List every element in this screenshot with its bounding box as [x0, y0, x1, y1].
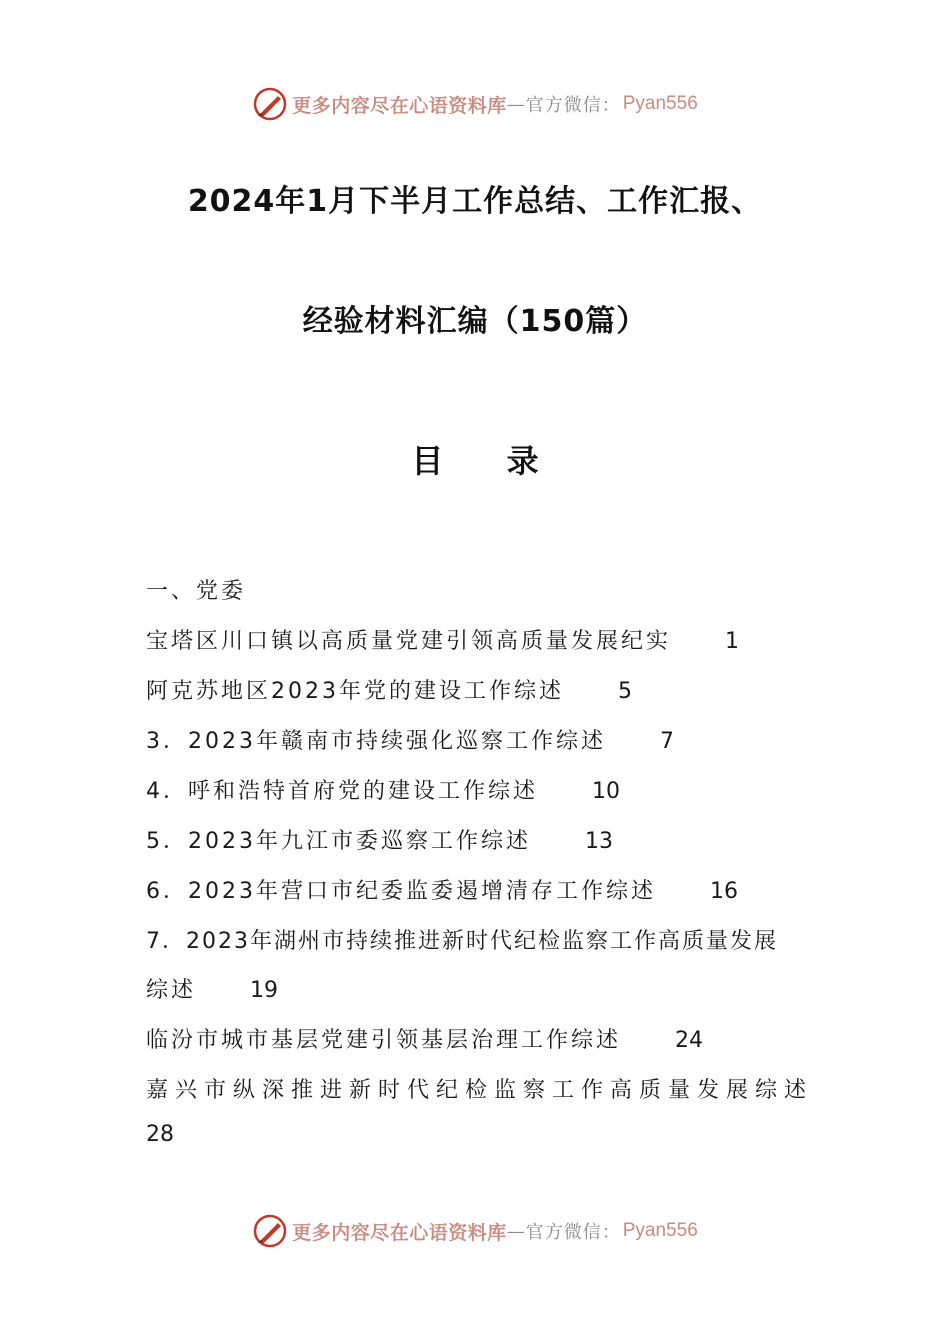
toc-entry-text: 嘉兴市纵深推进新时代纪检监察工作高质量发展综述 [146, 1078, 814, 1103]
toc-entry[interactable] [146, 824, 613, 855]
toc-entry-page: 28 [146, 1122, 174, 1147]
toc-entry-text: 3．2023年赣南市持续强化巡察工作综述 [146, 729, 606, 754]
toc-entry[interactable] [146, 1073, 813, 1104]
watermark-main-text: 更多内容尽在心语资料库 [292, 94, 507, 117]
watermark-main-text: 更多内容尽在心语资料库 [292, 1221, 507, 1244]
toc-entry-text: 宝塔区川口镇以高质量党建引领高质量发展纪实 [146, 629, 672, 654]
watermark-id: Pyan556 [622, 1220, 698, 1241]
document-title-line-2: 经验材料汇编（150篇） [302, 304, 648, 339]
toc-entry-continued[interactable] [146, 973, 278, 1004]
toc-entry-page: 7 [660, 729, 674, 754]
toc-entry-page: 1 [725, 629, 740, 654]
toc-entry-text: 4．呼和浩特首府党的建设工作综述 [146, 779, 538, 804]
toc-entry-page: 13 [585, 829, 613, 854]
toc-entry-page: 19 [250, 978, 279, 1003]
watermark-id: Pyan556 [622, 93, 698, 114]
toc-entry[interactable] [146, 774, 620, 805]
toc-entry[interactable] [146, 724, 674, 755]
pen-logo-icon [252, 86, 288, 122]
toc-entry-text: 5．2023年九江市委巡察工作综述 [146, 829, 531, 854]
toc-entry[interactable] [146, 674, 632, 705]
toc-entry-page: 5 [618, 679, 632, 704]
toc-entry-text: 综述 [146, 978, 197, 1003]
toc-entry-continued[interactable] [146, 1122, 174, 1147]
toc-section-heading: 一、党委 [146, 579, 247, 604]
watermark-footer [0, 1213, 950, 1249]
toc-entry[interactable] [146, 1023, 703, 1054]
toc-heading: 目 录 [411, 442, 565, 480]
pen-logo-icon [252, 1213, 288, 1249]
toc-entry-text: 临汾市城市基层党建引领基层治理工作综述 [146, 1028, 622, 1053]
watermark-dash: — [506, 93, 526, 115]
toc-entry-page: 16 [710, 879, 738, 904]
toc-entry-text: 阿克苏地区2023年党的建设工作综述 [146, 679, 564, 704]
toc-entry[interactable] [146, 624, 739, 655]
toc-entry[interactable] [146, 924, 778, 955]
toc-entry-text: 6．2023年营口市纪委监委遏增清存工作综述 [146, 879, 656, 904]
watermark-sub-text: 官方微信： [525, 1222, 621, 1243]
toc-entry-page: 24 [675, 1028, 704, 1053]
toc-entry[interactable] [146, 874, 738, 905]
toc-entry-page: 10 [592, 779, 620, 804]
watermark-sub-text: 官方微信： [525, 95, 621, 116]
watermark-dash: — [506, 1220, 526, 1242]
watermark-header [0, 86, 950, 122]
document-title-line-1: 2024年1月下半月工作总结、工作汇报、 [187, 184, 763, 219]
toc-entry-text: 7．2023年湖州市持续推进新时代纪检监察工作高质量发展 [146, 929, 778, 954]
